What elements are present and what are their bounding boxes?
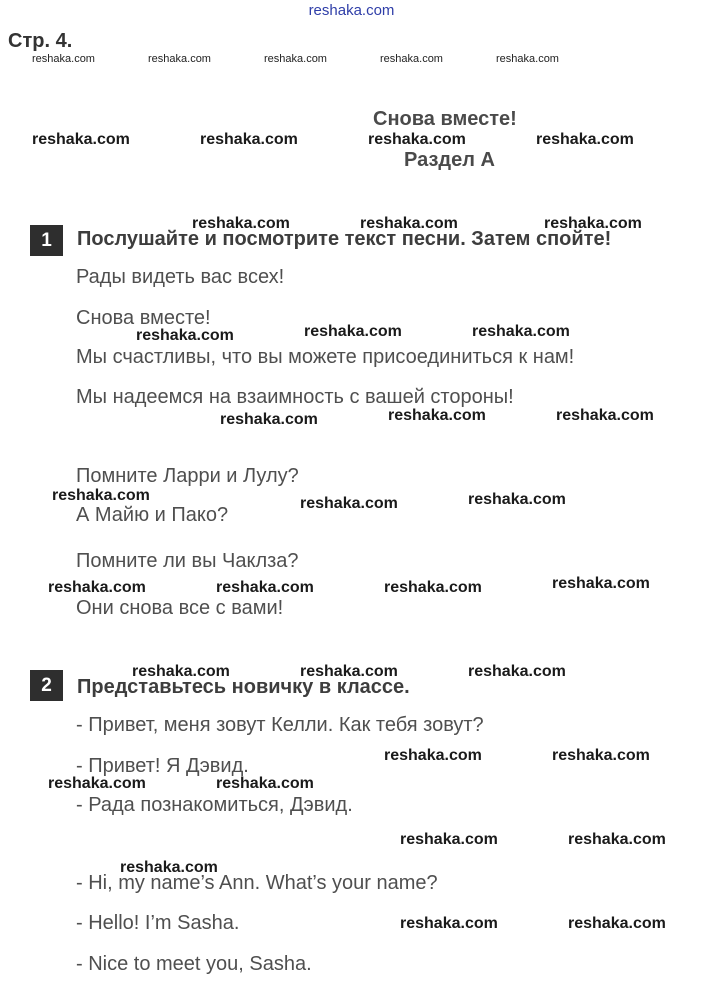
song-line: А Майю и Пако? bbox=[76, 504, 229, 526]
watermark: reshaka.com bbox=[216, 775, 314, 792]
dialogue-line: - Привет, меня зовут Келли. Как тебя зовут? bbox=[76, 714, 484, 736]
watermark: reshaka.com bbox=[536, 131, 634, 148]
watermark: reshaka.com bbox=[400, 831, 498, 848]
watermark: reshaka.com bbox=[300, 663, 398, 680]
song-line: Мы счастливы, что вы можете присоединиться к нам! bbox=[76, 346, 575, 368]
watermark: reshaka.com bbox=[148, 53, 211, 65]
watermark: reshaka.com bbox=[300, 495, 398, 512]
watermark: reshaka.com bbox=[468, 491, 566, 508]
watermark: reshaka.com bbox=[472, 323, 570, 340]
exercise-number-badge: 2 bbox=[30, 670, 63, 701]
watermark: reshaka.com bbox=[220, 411, 318, 428]
watermark: reshaka.com bbox=[384, 747, 482, 764]
watermark: reshaka.com bbox=[136, 327, 234, 344]
exercise-instruction: Представьтесь новичку в классе. bbox=[77, 676, 410, 698]
watermark: reshaka.com bbox=[568, 915, 666, 932]
song-line: Помните Ларри и Лулу? bbox=[76, 465, 299, 487]
watermark: reshaka.com bbox=[544, 215, 642, 232]
watermark: reshaka.com bbox=[48, 579, 146, 596]
dialogue-line: - Hello! I’m Sasha. bbox=[76, 912, 240, 934]
watermark: reshaka.com bbox=[496, 53, 559, 65]
watermark: reshaka.com bbox=[264, 53, 327, 65]
watermark: reshaka.com bbox=[32, 53, 95, 65]
song-line: Рады видеть вас всех! bbox=[76, 266, 285, 288]
page-title: Снова вместе! bbox=[373, 108, 517, 130]
watermark: reshaka.com bbox=[384, 579, 482, 596]
exercise-number-badge: 1 bbox=[30, 225, 63, 256]
song-line: Мы надеемся на взаимность с вашей стороны! bbox=[76, 386, 514, 408]
dialogue-line: - Nice to meet you, Sasha. bbox=[76, 953, 312, 975]
dialogue-line: - Рада познакомиться, Дэвид. bbox=[76, 794, 353, 816]
watermark: reshaka.com bbox=[48, 775, 146, 792]
page-number: Стр. 4. bbox=[8, 30, 73, 52]
exercise-instruction: Послушайте и посмотрите текст песни. Затем спойте! bbox=[77, 228, 612, 250]
watermark: reshaka.com bbox=[380, 53, 443, 65]
watermark: reshaka.com bbox=[32, 131, 130, 148]
watermark: reshaka.com bbox=[120, 859, 218, 876]
watermark: reshaka.com bbox=[556, 407, 654, 424]
watermark: reshaka.com bbox=[552, 575, 650, 592]
watermark: reshaka.com bbox=[52, 487, 150, 504]
watermark: reshaka.com bbox=[132, 663, 230, 680]
watermark: reshaka.com bbox=[192, 215, 290, 232]
dialogue-line: - Hi, my name’s Ann. What’s your name? bbox=[76, 872, 438, 894]
watermark: reshaka.com bbox=[388, 407, 486, 424]
watermark: reshaka.com bbox=[568, 831, 666, 848]
watermark: reshaka.com bbox=[304, 323, 402, 340]
watermark: reshaka.com bbox=[360, 215, 458, 232]
section-subtitle: Раздел А bbox=[404, 149, 495, 171]
watermark: reshaka.com bbox=[200, 131, 298, 148]
watermark: reshaka.com bbox=[368, 131, 466, 148]
song-line: Снова вместе! bbox=[76, 307, 211, 329]
site-header[interactable]: reshaka.com bbox=[308, 2, 395, 19]
watermark: reshaka.com bbox=[552, 747, 650, 764]
watermark: reshaka.com bbox=[468, 663, 566, 680]
song-line: Они снова все с вами! bbox=[76, 597, 284, 619]
watermark: reshaka.com bbox=[400, 915, 498, 932]
dialogue-line: - Привет! Я Дэвид. bbox=[76, 755, 249, 777]
song-line: Помните ли вы Чаклза? bbox=[76, 550, 299, 572]
watermark: reshaka.com bbox=[216, 579, 314, 596]
